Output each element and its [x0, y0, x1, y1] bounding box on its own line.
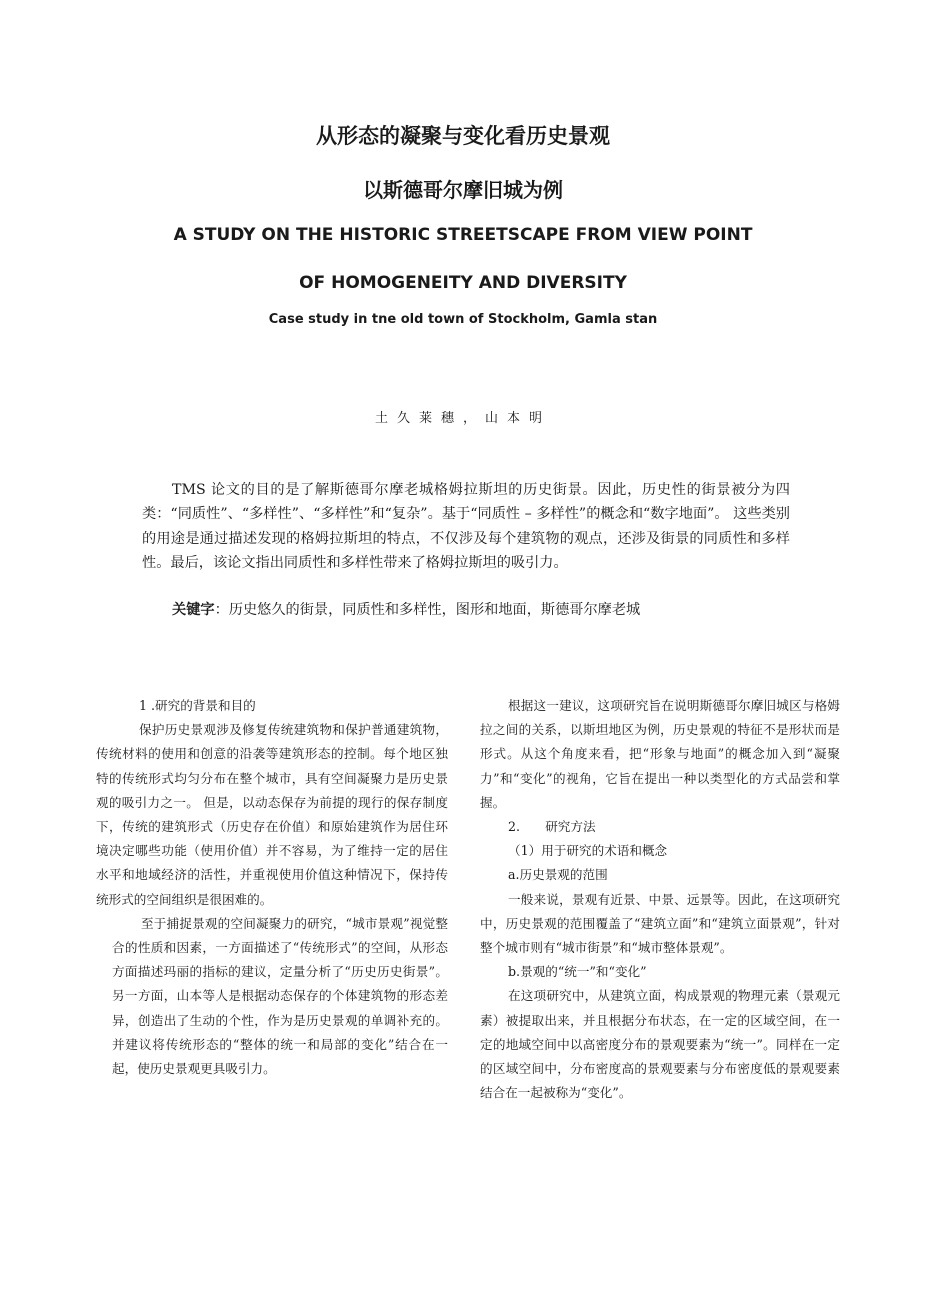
item-a-para: 一般来说，景观有近景、中景、远景等。因此，在这项研究中，历史景观的范围覆盖了“建筑立面”和“建筑立面景观”，针对整个城市则有“城市街景”和“城市整体景观”。 [480, 891, 840, 956]
item-b-para: 在这项研究中，从建筑立面，构成景观的物理元素（景观元素）被提取出来，并且根据分布状态，在一定的区域空间，在一定的地域空间中以高密度分布的景观要素为“统一”。同样在一定的区域空间中，分布密度高的景观要素与分布密度低的景观要素结合在一起被称为“变化”。 [480, 988, 840, 1101]
paper-subtitle-cn: 以斯德哥尔摩旧城为例 [363, 178, 563, 202]
paper-title-en-line2: OF HOMOGENEITY AND DIVERSITY [299, 273, 627, 293]
keywords-list: ：历史悠久的街景，同质性和多样性，图形和地面，斯德哥尔摩老城 [214, 602, 641, 618]
case-study-subtitle: Case study in tne old town of Stockholm, Gamla stan [268, 312, 658, 327]
section1-para2: 至于捕捉景观的空间凝聚力的研究，“城市景观”视觉整合的性质和因素，一方面描述了“传统形式”的空间，从形态方面描述玛丽的指标的建议，定量分析了“历史历史街景”。 另一方面，山本等人是根据动态保存的个体建筑物的形态差异，创造出了生动的个性，作为是历史景观的单调补充的。并建议将传统形态的“整体的统一和局部的变化”结合在一起，使历史景观更具吸引力。 [112, 915, 448, 1077]
section1-para1: 保护历史景观涉及修复传统建筑物和保护普通建筑物，传统材料的使用和创意的沿袭等建筑形态的控制。每个地区独特的传统形式均匀分布在整个城市，具有空间凝聚力是历史景观的吸引力之一。 但是，以动态保存为前提的现行的保存制度下，传统的建筑形式（历史存在价值）和原始建筑作为居住环境决定哪些功能（使用价值）并不容易，为了维持一定的居住水平和地域经济的活性，并重视使用价值这种情况下，保持传统形式的空间组织是很困难的。 [96, 722, 448, 907]
paper-title-cn: 从形态的凝聚与变化看历史景观 [316, 124, 610, 148]
right-para1: 根据这一建议，这项研究旨在说明斯德哥尔摩旧城区与格姆拉之间的关系，以斯坦地区为例，历史景观的特征不是形状而是形式。从这个角度来看，把“形象与地面”的概念加入到“凝聚力”和“变化”的视角，它旨在提出一种以类型化的方式品尝和掌握。 [480, 698, 840, 810]
item-a-heading: a.历史景观的范围 [508, 867, 608, 883]
left-column [96, 694, 448, 1081]
section2-heading: 2. 研究方法 [508, 819, 596, 835]
keywords [142, 598, 790, 622]
subsection1-heading: （1）用于研究的术语和概念 [508, 843, 668, 859]
keywords-label: 关键字 [172, 602, 215, 618]
authors: 土久莱穗，山本明 [374, 411, 551, 426]
abstract: TMS 论文的目的是了解斯德哥尔摩老城格姆拉斯坦的历史街景。因此，历史性的街景被分为四类：“同质性”、“多样性”、“多样性”和“复杂”。基于“同质性 – 多样性”的概念和“数字地面”。 这些类别的用途是通过描述发现的格姆拉斯坦的特点，不仅涉及每个建筑物的观点，还涉及街景的同质性和多样性。最后，该论文指出同质性和多样性带来了格姆拉斯坦的吸引力。 [142, 482, 790, 571]
paper-title-en-line1: A STUDY ON THE HISTORIC STREETSCAPE FROM VIEW POINT [173, 225, 753, 245]
section1-heading: 1 .研究的背景和目的 [139, 698, 256, 713]
right-column [480, 694, 840, 1105]
item-b-heading: b.景观的“统一”和“变化” [508, 964, 647, 980]
